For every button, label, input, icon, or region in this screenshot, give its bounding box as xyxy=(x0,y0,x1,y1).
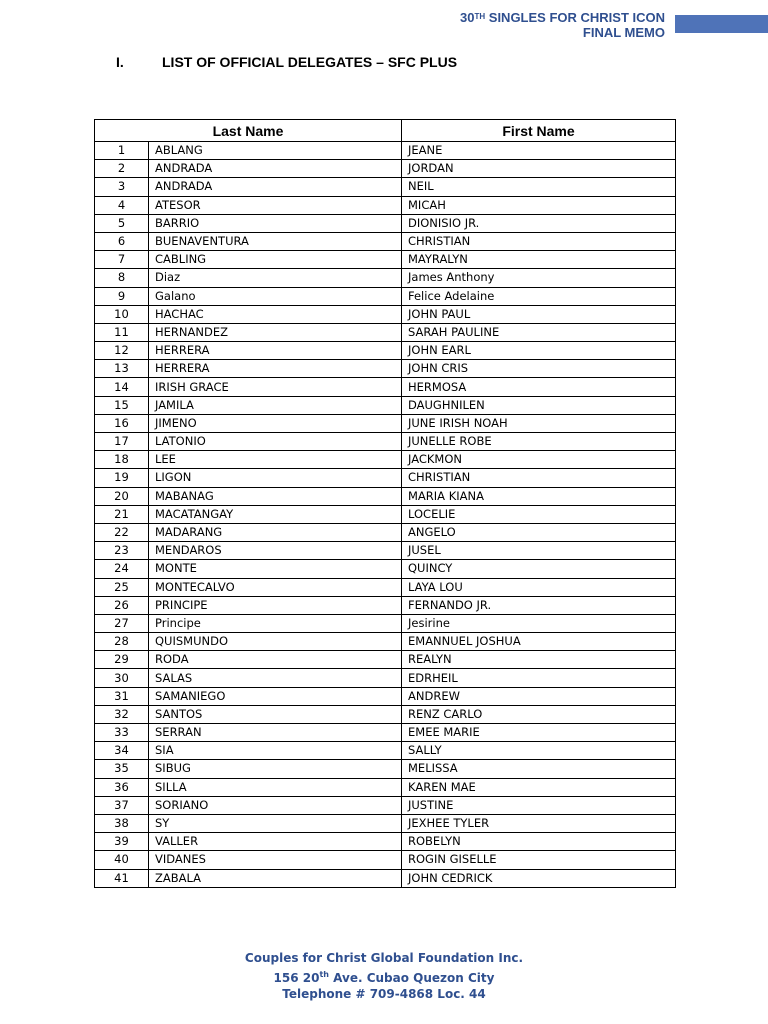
row-number: 8 xyxy=(95,269,149,287)
header-title-rest: SINGLES FOR CHRIST ICON xyxy=(485,10,665,25)
footer-address-sup: th xyxy=(319,969,329,979)
table-row xyxy=(95,869,676,887)
header-subtitle: FINAL MEMO xyxy=(582,25,665,40)
last-name-cell: HERRERA xyxy=(149,342,402,360)
header-title xyxy=(460,10,665,40)
table-row xyxy=(95,142,676,160)
first-name-cell: Felice Adelaine xyxy=(402,287,676,305)
first-name-cell: REALYN xyxy=(402,651,676,669)
last-name-cell: QUISMUNDO xyxy=(149,633,402,651)
first-name-cell: ROGIN GISELLE xyxy=(402,851,676,869)
table-row xyxy=(95,523,676,541)
row-number: 12 xyxy=(95,342,149,360)
last-name-cell: JIMENO xyxy=(149,414,402,432)
table-row xyxy=(95,487,676,505)
last-name-cell: MENDAROS xyxy=(149,542,402,560)
first-name-cell: MICAH xyxy=(402,196,676,214)
first-name-cell: EMEE MARIE xyxy=(402,724,676,742)
table-row xyxy=(95,614,676,632)
row-number: 9 xyxy=(95,287,149,305)
section-title: LIST OF OFFICIAL DELEGATES – SFC PLUS xyxy=(162,54,458,70)
row-number: 32 xyxy=(95,705,149,723)
header-accent-bar xyxy=(675,15,768,33)
table-row xyxy=(95,214,676,232)
first-name-cell: Jesirine xyxy=(402,614,676,632)
row-number: 35 xyxy=(95,760,149,778)
last-name-cell: Diaz xyxy=(149,269,402,287)
row-number: 21 xyxy=(95,505,149,523)
table-row xyxy=(95,669,676,687)
table-row xyxy=(95,251,676,269)
table-row xyxy=(95,196,676,214)
first-name-cell: EDRHEIL xyxy=(402,669,676,687)
first-name-cell: KAREN MAE xyxy=(402,778,676,796)
first-name-cell: HERMOSA xyxy=(402,378,676,396)
row-number: 11 xyxy=(95,323,149,341)
last-name-cell: Principe xyxy=(149,614,402,632)
table-row xyxy=(95,232,676,250)
first-name-cell: MAYRALYN xyxy=(402,251,676,269)
table-row xyxy=(95,378,676,396)
table-row xyxy=(95,814,676,832)
row-number: 26 xyxy=(95,596,149,614)
last-name-cell: BARRIO xyxy=(149,214,402,232)
last-name-cell: BUENAVENTURA xyxy=(149,232,402,250)
row-number: 33 xyxy=(95,724,149,742)
row-number: 29 xyxy=(95,651,149,669)
row-number: 1 xyxy=(95,142,149,160)
last-name-cell: MABANAG xyxy=(149,487,402,505)
first-name-cell: RENZ CARLO xyxy=(402,705,676,723)
table-row xyxy=(95,633,676,651)
row-number: 41 xyxy=(95,869,149,887)
row-number: 4 xyxy=(95,196,149,214)
first-name-cell: SARAH PAULINE xyxy=(402,323,676,341)
table-row xyxy=(95,342,676,360)
last-name-cell: ANDRADA xyxy=(149,178,402,196)
table-row xyxy=(95,305,676,323)
row-number: 25 xyxy=(95,578,149,596)
row-number: 38 xyxy=(95,814,149,832)
row-number: 7 xyxy=(95,251,149,269)
first-name-cell: JORDAN xyxy=(402,160,676,178)
row-number: 16 xyxy=(95,414,149,432)
last-name-cell: SAMANIEGO xyxy=(149,687,402,705)
first-name-cell: James Anthony xyxy=(402,269,676,287)
first-name-cell: JUSTINE xyxy=(402,796,676,814)
last-name-cell: SORIANO xyxy=(149,796,402,814)
footer-address-post: Ave. Cubao Quezon City xyxy=(328,970,495,985)
table-row xyxy=(95,469,676,487)
first-name-cell: ROBELYN xyxy=(402,833,676,851)
row-number: 10 xyxy=(95,305,149,323)
table-row xyxy=(95,323,676,341)
first-name-cell: JOHN EARL xyxy=(402,342,676,360)
row-number: 18 xyxy=(95,451,149,469)
table-row xyxy=(95,760,676,778)
first-name-cell: MELISSA xyxy=(402,760,676,778)
last-name-cell: MADARANG xyxy=(149,523,402,541)
row-number: 31 xyxy=(95,687,149,705)
first-name-cell: ANDREW xyxy=(402,687,676,705)
table-row xyxy=(95,396,676,414)
header-title-num: 30 xyxy=(460,10,475,25)
first-name-cell: MARIA KIANA xyxy=(402,487,676,505)
last-name-cell: JAMILA xyxy=(149,396,402,414)
last-name-cell: MACATANGAY xyxy=(149,505,402,523)
last-name-cell: VALLER xyxy=(149,833,402,851)
last-name-cell: HERNANDEZ xyxy=(149,323,402,341)
first-name-cell: QUINCY xyxy=(402,560,676,578)
row-number: 15 xyxy=(95,396,149,414)
table-row xyxy=(95,433,676,451)
row-number: 17 xyxy=(95,433,149,451)
first-name-cell: JEANE xyxy=(402,142,676,160)
last-name-cell: CABLING xyxy=(149,251,402,269)
last-name-cell: VIDANES xyxy=(149,851,402,869)
footer xyxy=(0,950,768,1003)
table-row xyxy=(95,560,676,578)
first-name-cell: JOHN PAUL xyxy=(402,305,676,323)
table-row xyxy=(95,578,676,596)
first-name-cell: ANGELO xyxy=(402,523,676,541)
row-number: 27 xyxy=(95,614,149,632)
last-name-cell: IRISH GRACE xyxy=(149,378,402,396)
last-name-cell: SILLA xyxy=(149,778,402,796)
table-row xyxy=(95,287,676,305)
table-row xyxy=(95,796,676,814)
first-name-cell: JEXHEE TYLER xyxy=(402,814,676,832)
table-row xyxy=(95,851,676,869)
last-name-cell: MONTE xyxy=(149,560,402,578)
header-title-sup: TH xyxy=(474,12,486,21)
row-number: 20 xyxy=(95,487,149,505)
first-name-cell: EMANNUEL JOSHUA xyxy=(402,633,676,651)
footer-address xyxy=(0,967,768,987)
header-first-name: First Name xyxy=(402,120,676,142)
last-name-cell: RODA xyxy=(149,651,402,669)
section-heading xyxy=(116,54,457,70)
first-name-cell: LAYA LOU xyxy=(402,578,676,596)
last-name-cell: SY xyxy=(149,814,402,832)
table-row xyxy=(95,269,676,287)
table-row xyxy=(95,505,676,523)
table-row xyxy=(95,742,676,760)
table-row xyxy=(95,160,676,178)
first-name-cell: JOHN CRIS xyxy=(402,360,676,378)
table-row xyxy=(95,414,676,432)
first-name-cell: JUSEL xyxy=(402,542,676,560)
table-row xyxy=(95,596,676,614)
table-body xyxy=(95,142,676,888)
table-row xyxy=(95,542,676,560)
first-name-cell: CHRISTIAN xyxy=(402,232,676,250)
row-number: 5 xyxy=(95,214,149,232)
last-name-cell: LATONIO xyxy=(149,433,402,451)
last-name-cell: SERRAN xyxy=(149,724,402,742)
last-name-cell: LIGON xyxy=(149,469,402,487)
first-name-cell: JACKMON xyxy=(402,451,676,469)
table-header-row xyxy=(95,120,676,142)
table-row xyxy=(95,360,676,378)
first-name-cell: LOCELIE xyxy=(402,505,676,523)
last-name-cell: SALAS xyxy=(149,669,402,687)
last-name-cell: ANDRADA xyxy=(149,160,402,178)
first-name-cell: JUNE IRISH NOAH xyxy=(402,414,676,432)
row-number: 36 xyxy=(95,778,149,796)
last-name-cell: Galano xyxy=(149,287,402,305)
footer-org-name: Couples for Christ Global Foundation Inc. xyxy=(244,951,524,965)
delegates-table xyxy=(94,119,676,888)
first-name-cell: DAUGHNILEN xyxy=(402,396,676,414)
first-name-cell: CHRISTIAN xyxy=(402,469,676,487)
first-name-cell: FERNANDO JR. xyxy=(402,596,676,614)
row-number: 34 xyxy=(95,742,149,760)
first-name-cell: SALLY xyxy=(402,742,676,760)
table-row xyxy=(95,778,676,796)
last-name-cell: SIA xyxy=(149,742,402,760)
last-name-cell: ZABALA xyxy=(149,869,402,887)
last-name-cell: SANTOS xyxy=(149,705,402,723)
table-row xyxy=(95,724,676,742)
row-number: 14 xyxy=(95,378,149,396)
row-number: 23 xyxy=(95,542,149,560)
first-name-cell: JUNELLE ROBE xyxy=(402,433,676,451)
table-row xyxy=(95,687,676,705)
last-name-cell: ABLANG xyxy=(149,142,402,160)
table-row xyxy=(95,451,676,469)
last-name-cell: MONTECALVO xyxy=(149,578,402,596)
row-number: 24 xyxy=(95,560,149,578)
row-number: 30 xyxy=(95,669,149,687)
row-number: 22 xyxy=(95,523,149,541)
last-name-cell: PRINCIPE xyxy=(149,596,402,614)
table-row xyxy=(95,705,676,723)
first-name-cell: JOHN CEDRICK xyxy=(402,869,676,887)
header-last-name: Last Name xyxy=(95,120,402,142)
row-number: 19 xyxy=(95,469,149,487)
footer-address-pre: 156 20 xyxy=(273,970,320,985)
last-name-cell: HERRERA xyxy=(149,360,402,378)
row-number: 6 xyxy=(95,232,149,250)
table-row xyxy=(95,178,676,196)
row-number: 28 xyxy=(95,633,149,651)
footer-telephone: Telephone # 709-4868 Loc. 44 xyxy=(282,987,486,1001)
row-number: 3 xyxy=(95,178,149,196)
last-name-cell: SIBUG xyxy=(149,760,402,778)
row-number: 2 xyxy=(95,160,149,178)
header-title-line xyxy=(460,10,665,25)
row-number: 13 xyxy=(95,360,149,378)
first-name-cell: NEIL xyxy=(402,178,676,196)
row-number: 40 xyxy=(95,851,149,869)
row-number: 37 xyxy=(95,796,149,814)
last-name-cell: ATESOR xyxy=(149,196,402,214)
section-number: I. xyxy=(116,54,124,70)
row-number: 39 xyxy=(95,833,149,851)
table-row xyxy=(95,651,676,669)
first-name-cell: DIONISIO JR. xyxy=(402,214,676,232)
table-row xyxy=(95,833,676,851)
last-name-cell: HACHAC xyxy=(149,305,402,323)
last-name-cell: LEE xyxy=(149,451,402,469)
